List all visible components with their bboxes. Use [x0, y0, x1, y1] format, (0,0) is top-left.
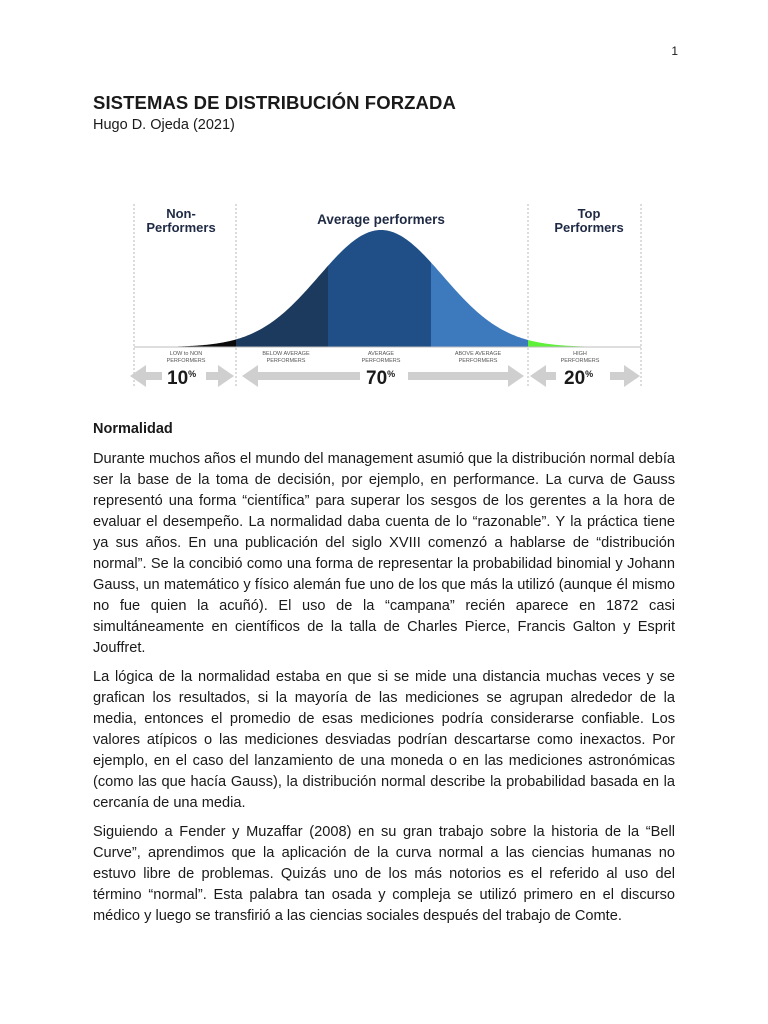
curve-region-non-performers [134, 339, 236, 347]
arrow-left-section [130, 365, 162, 387]
header-non-performers-line2: Performers [146, 220, 216, 235]
document-title: SISTEMAS DE DISTRIBUCIÓN FORZADA [93, 92, 456, 113]
header-average-performers: Average performers [317, 212, 445, 227]
header-top-performers-line1: Top [577, 206, 601, 221]
category-low-line2: PERFORMERS [166, 358, 206, 364]
category-high-line1: HIGH [573, 351, 587, 357]
category-below-line2: PERFORMERS [266, 358, 306, 364]
bell-curve-figure [124, 196, 644, 396]
body-text [93, 449, 675, 935]
bell-curve-graphic [124, 196, 644, 396]
category-average-line1: AVERAGE [367, 351, 395, 357]
curve-region-below-average [236, 266, 328, 347]
arrow-center-right [408, 365, 524, 387]
percent-right-value [564, 368, 593, 389]
paragraph: La lógica de la normalidad estaba en que si se mide una distancia muchas veces y se grafican los resultados, si la mayoría de las mediciones se agrupan alrededor de la media, entonces el promedio de esas mediciones podría considerarse confiable. Los valores atípicos o las mediciones desviadas podrían descartarse como inexactos. Por ejemplo, en el caso del lanzamiento de una moneda o en las mediciones astronómicas (como las que hacía Gauss), la distribución normal describe la probabilidad basada en la cercanía de una media. [93, 669, 675, 811]
document-author: Hugo D. Ojeda (2021) [93, 117, 235, 133]
paragraph: Durante muchos años el mundo del management asumió que la distribución normal debía ser la base de la toma de decisión, por ejemplo, en performance. La curva de Gauss representó una forma “científica” para superar los sesgos de los gerentes a la hora de evaluar el desempeño. La normalidad daba cuenta de lo “razonable”. Y la práctica tiene ya sus años. En una publicación del siglo XVIII comenzó a hablarse de “distribución normal”. Se la concibió como una forma de representar la probabilidad binomial y Johann Gauss, un matemático y físico alemán fue uno de los que más la utilizó (aunque él mismo no fue quien la acuñó). El uso de la “campana” recién aparece en 1872 casi simultáneamente en científicos de la talla de Charles Pierce, Francis Galton y Esprit Jouffret. [93, 451, 675, 656]
percent-left-value [167, 368, 196, 389]
arrow-left-section-right [206, 365, 234, 387]
percent-center-sign: % [387, 369, 396, 379]
percent-left-number: 10 [167, 368, 189, 389]
arrow-center-left [242, 365, 360, 387]
category-above-line1: ABOVE AVERAGE [454, 351, 502, 357]
curve-region-high-performers [528, 340, 641, 347]
paragraph: Siguiendo a Fender y Muzaffar (2008) en su gran trabajo sobre la historia de la “Bell Curve”, aprendimos que la aplicación de la curva normal a las ciencias humanas no estuvo libre de problemas. Quizás uno de los más notorios es el referido al uso del término “normal”. Esta palabra tan osada y compleja se utilizó primero en el discurso médico y luego se transfirió a las ciencias sociales después del trabajo de Comte. [93, 824, 675, 924]
category-below-line1: BELOW AVERAGE [262, 351, 310, 357]
category-average-line2: PERFORMERS [361, 358, 401, 364]
header-top-performers-line2: Performers [554, 220, 624, 235]
percent-right-number: 20 [564, 368, 586, 389]
header-non-performers-line1: Non- [166, 206, 196, 221]
page-number: 1 [671, 44, 678, 58]
percent-right-sign: % [585, 369, 594, 379]
percent-center-number: 70 [366, 368, 388, 389]
percent-left-sign: % [188, 369, 197, 379]
curve-region-above-average [431, 262, 528, 347]
section-heading: Normalidad [93, 421, 173, 437]
category-low-line1: LOW to NON [169, 351, 203, 357]
arrow-right-section [610, 365, 640, 387]
percent-center-value [366, 368, 395, 389]
curve-region-average [328, 230, 431, 347]
category-high-line2: PERFORMERS [560, 358, 600, 364]
arrow-right-left [530, 365, 556, 387]
category-above-line2: PERFORMERS [458, 358, 498, 364]
